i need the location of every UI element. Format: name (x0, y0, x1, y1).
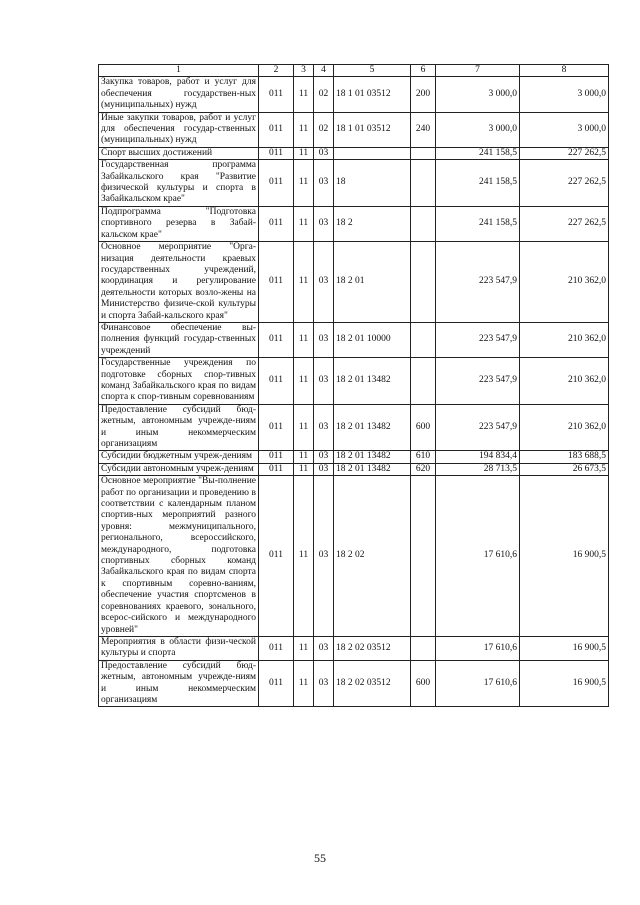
ministry-code-cell: 011 (259, 206, 294, 241)
target-article-cell: 18 2 01 13482 (334, 451, 411, 463)
section-code-cell: 11 (294, 206, 314, 241)
header-cell-8: 8 (520, 65, 609, 77)
row-name-cell: Предоставление субсидий бюд-жетным, автономным учрежде-ниям и иным некоммерческим организациям (99, 404, 259, 451)
section-code-cell: 11 (294, 404, 314, 451)
subsection-code-cell: 03 (314, 147, 334, 159)
subsection-code-cell: 03 (314, 636, 334, 660)
row-name-cell: Закупка товаров, работ и услуг для обеспечения государствен-ных (муниципальных) нужд (99, 77, 259, 112)
section-code-cell: 11 (294, 476, 314, 637)
subsection-code-cell: 03 (314, 358, 334, 405)
target-article-cell: 18 2 (334, 206, 411, 241)
amount-year2-cell: 26 673,5 (520, 463, 609, 475)
amount-year1-cell: 223 547,9 (436, 358, 520, 405)
amount-year2-cell: 16 900,5 (520, 476, 609, 637)
row-name-cell: Финансовое обеспечение вы-полнения функций государ-ственных учреждений (99, 322, 259, 357)
header-cell-4: 4 (314, 65, 334, 77)
subsection-code-cell: 03 (314, 206, 334, 241)
expense-type-cell (411, 147, 436, 159)
table-row (99, 112, 609, 147)
amount-year1-cell: 223 547,9 (436, 404, 520, 451)
subsection-code-cell: 03 (314, 322, 334, 357)
table-body (99, 65, 609, 707)
expense-type-cell (411, 160, 436, 207)
row-name-cell: Подпрограмма "Подготовка спортивного резерва в Забай-кальском крае" (99, 206, 259, 241)
subsection-code-cell: 02 (314, 77, 334, 112)
section-code-cell: 11 (294, 463, 314, 475)
table-row (99, 404, 609, 451)
subsection-code-cell: 03 (314, 451, 334, 463)
section-code-cell: 11 (294, 660, 314, 707)
amount-year2-cell: 183 688,5 (520, 451, 609, 463)
ministry-code-cell: 011 (259, 77, 294, 112)
row-name-cell: Государственная программа Забайкальского края "Развитие физической культуры и спорта в Забайкальском крае" (99, 160, 259, 207)
section-code-cell: 11 (294, 322, 314, 357)
budget-table (98, 64, 609, 707)
section-code-cell: 11 (294, 242, 314, 323)
amount-year1-cell: 17 610,6 (436, 476, 520, 637)
amount-year2-cell: 3 000,0 (520, 77, 609, 112)
row-name-cell: Основное мероприятие "Вы-полнение работ по организации и проведению в соответствии с календарным планом спортив-ных мероприятий разного уровня: межмуниципального, регионального, всероссийского, международного, подготовка спортивных сборных команд Забайкальского края по видам спорта к спортивным соревно-ваниям, обеспечение участия спортсменов в соревнованиях краевого, зонального, всерос-сийского и международного уровней" (99, 476, 259, 637)
table-row (99, 451, 609, 463)
amount-year2-cell: 16 900,5 (520, 660, 609, 707)
ministry-code-cell: 011 (259, 242, 294, 323)
subsection-code-cell: 03 (314, 660, 334, 707)
expense-type-cell (411, 206, 436, 241)
table-row (99, 147, 609, 159)
table-row (99, 660, 609, 707)
target-article-cell: 18 1 01 03512 (334, 77, 411, 112)
expense-type-cell: 240 (411, 112, 436, 147)
ministry-code-cell: 011 (259, 112, 294, 147)
row-name-cell: Основное мероприятие "Орга-низация деятельности краевых государственных учреждений, координация и регулирование деятельности которых возло-жены на Министерство физиче-ской культуры и спорта Забай-кальского края" (99, 242, 259, 323)
amount-year2-cell: 210 362,0 (520, 242, 609, 323)
row-name-cell: Спорт высших достижений (99, 147, 259, 159)
ministry-code-cell: 011 (259, 404, 294, 451)
section-code-cell: 11 (294, 77, 314, 112)
row-name-cell: Субсидии бюджетным учреж-дениям (99, 451, 259, 463)
amount-year1-cell: 241 158,5 (436, 206, 520, 241)
ministry-code-cell: 011 (259, 358, 294, 405)
subsection-code-cell: 03 (314, 463, 334, 475)
subsection-code-cell: 03 (314, 404, 334, 451)
table-row (99, 463, 609, 475)
row-name-cell: Государственные учреждения по подготовке сборных спор-тивных команд Забайкальского края по видам спорта к спор-тивным соревнованиям (99, 358, 259, 405)
amount-year2-cell: 210 362,0 (520, 322, 609, 357)
ministry-code-cell: 011 (259, 636, 294, 660)
expense-type-cell: 600 (411, 404, 436, 451)
target-article-cell: 18 2 01 13482 (334, 404, 411, 451)
section-code-cell: 11 (294, 358, 314, 405)
amount-year1-cell: 3 000,0 (436, 112, 520, 147)
target-article-cell: 18 2 02 03512 (334, 660, 411, 707)
ministry-code-cell: 011 (259, 147, 294, 159)
section-code-cell: 11 (294, 112, 314, 147)
amount-year1-cell: 17 610,6 (436, 660, 520, 707)
table-row (99, 322, 609, 357)
subsection-code-cell: 03 (314, 160, 334, 207)
ministry-code-cell: 011 (259, 463, 294, 475)
table-row (99, 206, 609, 241)
page-number: 55 (314, 851, 326, 865)
table-row (99, 358, 609, 405)
amount-year1-cell: 194 834,4 (436, 451, 520, 463)
ministry-code-cell: 011 (259, 451, 294, 463)
target-article-cell: 18 2 01 (334, 242, 411, 323)
section-code-cell: 11 (294, 147, 314, 159)
target-article-cell: 18 2 02 03512 (334, 636, 411, 660)
target-article-cell: 18 (334, 160, 411, 207)
section-code-cell: 11 (294, 636, 314, 660)
section-code-cell: 11 (294, 451, 314, 463)
amount-year2-cell: 16 900,5 (520, 636, 609, 660)
row-name-cell: Иные закупки товаров, работ и услуг для обеспечения государ-ственных (муниципальных) нужд (99, 112, 259, 147)
ministry-code-cell: 011 (259, 660, 294, 707)
amount-year2-cell: 227 262,5 (520, 206, 609, 241)
expense-type-cell: 610 (411, 451, 436, 463)
target-article-cell: 18 2 01 13482 (334, 358, 411, 405)
table-row (99, 242, 609, 323)
amount-year2-cell: 210 362,0 (520, 358, 609, 405)
ministry-code-cell: 011 (259, 476, 294, 637)
subsection-code-cell: 02 (314, 112, 334, 147)
amount-year2-cell: 3 000,0 (520, 112, 609, 147)
row-name-cell: Предоставление субсидий бюд-жетным, автономным учрежде-ниям и иным некоммерческим организациям (99, 660, 259, 707)
header-row (99, 65, 609, 77)
expense-type-cell (411, 358, 436, 405)
amount-year1-cell: 3 000,0 (436, 77, 520, 112)
ministry-code-cell: 011 (259, 160, 294, 207)
expense-type-cell (411, 636, 436, 660)
expense-type-cell (411, 322, 436, 357)
amount-year1-cell: 17 610,6 (436, 636, 520, 660)
header-cell-5: 5 (334, 65, 411, 77)
expense-type-cell: 600 (411, 660, 436, 707)
target-article-cell: 18 2 01 10000 (334, 322, 411, 357)
amount-year1-cell: 223 547,9 (436, 322, 520, 357)
amount-year2-cell: 210 362,0 (520, 404, 609, 451)
section-code-cell: 11 (294, 160, 314, 207)
target-article-cell (334, 147, 411, 159)
amount-year1-cell: 241 158,5 (436, 147, 520, 159)
amount-year1-cell: 241 158,5 (436, 160, 520, 207)
expense-type-cell (411, 476, 436, 637)
row-name-cell: Мероприятия в области физи-ческой культуры и спорта (99, 636, 259, 660)
expense-type-cell: 200 (411, 77, 436, 112)
header-cell-2: 2 (259, 65, 294, 77)
amount-year1-cell: 28 713,5 (436, 463, 520, 475)
expense-type-cell (411, 242, 436, 323)
table-row (99, 636, 609, 660)
subsection-code-cell: 03 (314, 476, 334, 637)
header-cell-1: 1 (99, 65, 259, 77)
amount-year2-cell: 227 262,5 (520, 160, 609, 207)
target-article-cell: 18 1 01 03512 (334, 112, 411, 147)
table-row (99, 160, 609, 207)
row-name-cell: Субсидии автономным учреж-дениям (99, 463, 259, 475)
target-article-cell: 18 2 01 13482 (334, 463, 411, 475)
target-article-cell: 18 2 02 (334, 476, 411, 637)
header-cell-6: 6 (411, 65, 436, 77)
table-row (99, 77, 609, 112)
amount-year1-cell: 223 547,9 (436, 242, 520, 323)
amount-year2-cell: 227 262,5 (520, 147, 609, 159)
subsection-code-cell: 03 (314, 242, 334, 323)
expense-type-cell: 620 (411, 463, 436, 475)
header-cell-7: 7 (436, 65, 520, 77)
ministry-code-cell: 011 (259, 322, 294, 357)
table-row (99, 476, 609, 637)
header-cell-3: 3 (294, 65, 314, 77)
